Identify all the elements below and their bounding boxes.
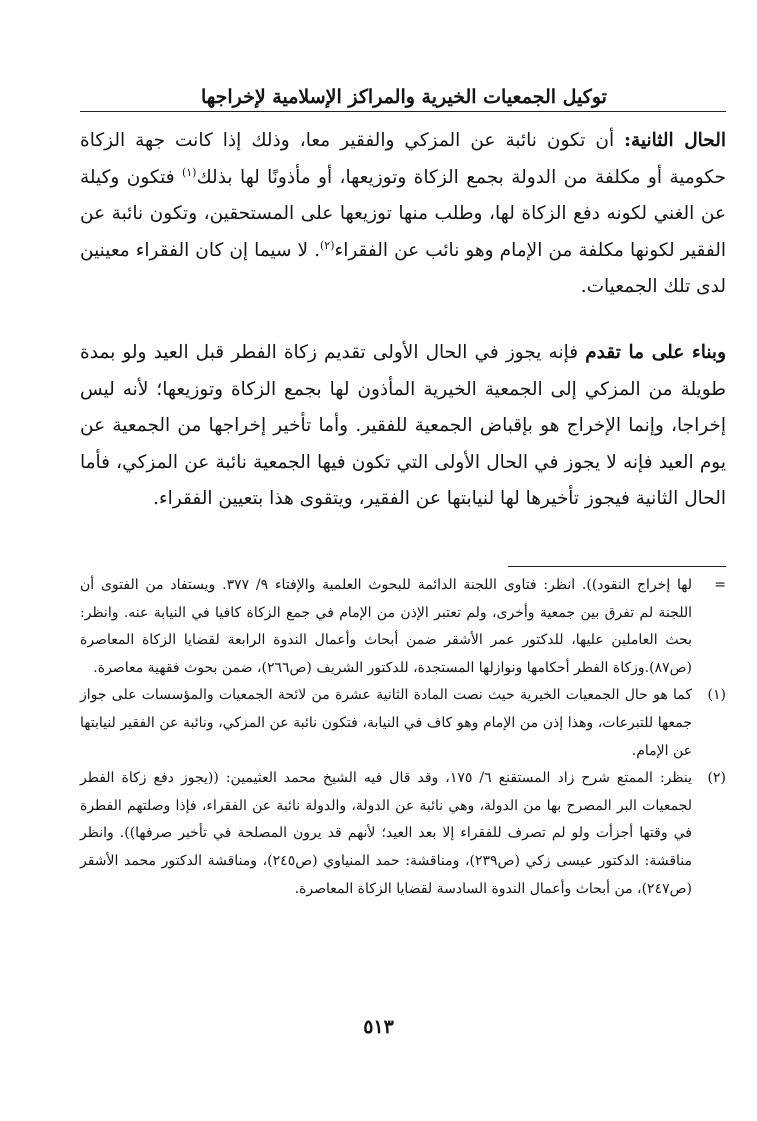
footnote-2	[80, 765, 726, 903]
footnote-separator	[508, 566, 726, 567]
footnote-continued	[80, 572, 726, 682]
paragraph-lead: وبناء على ما تقدم	[585, 342, 726, 363]
text-segment: . لا سيما إن كان الفقراء معينين لدى تلك الجمعيات.	[80, 239, 726, 297]
footnote-ref-2[interactable]: (٢)	[320, 238, 335, 252]
footnote-text: لها إخراج النقود)). انظر: فتاوى اللجنة الدائمة للبحوث العلمية والإفتاء ٩/ ٣٧٧. ويستفاد من الفتوى أن اللجنة لم تفرق بين جمعية وأخرى، ولم تعتبر الإذن من الإمام في جمع الزكاة كافيا في النيابة عنه. وانظر: بحث العاملين عليها، للدكتور عمر الأشقر ضمن أبحاث وأعمال الندوة الرابعة لقضايا الزكاة المعاصرة (ص٨٧).وزكاة الفطر أحكامها ونوازلها المستجدة، للدكتور الشريف (ص٢٦٦)، ضمن بحوث فقهية معاصرة.	[80, 577, 692, 676]
paragraph-text	[80, 335, 726, 518]
footnote-ref-1[interactable]: (١)	[181, 165, 197, 179]
footnote-mark: =	[714, 577, 726, 593]
paragraph-lead: الحال الثانية:	[624, 130, 726, 151]
footnote-mark: (٢)	[707, 770, 726, 787]
header-rule	[80, 111, 726, 112]
footnote-1	[80, 682, 726, 765]
paragraph-second-case	[80, 123, 726, 306]
paragraph-text	[80, 123, 726, 306]
paragraph-conclusion	[80, 335, 726, 518]
footnote-text: ينظر: الممتع شرح زاد المستقنع ٦/ ١٧٥، وقد قال فيه الشيخ محمد العثيمين: ((يجوز دفع زكاة الفطر لجمعيات البر المصرح بها من الدولة، وهي نائبة عن الدولة، والدولة نائبة عن الفقراء، فإذا وصلتهم الفطرة في وقتها أجزأت ولو لم تصرف للفقراء إلا بعد العيد؛ لأنهم قد يرون المصلحة في تأخير صرفها)). وانظر مناقشة: الدكتور عيسى زكي (ص٢٣٩)، ومناقشة: حمد المنياوي (ص٢٤٥)، ومناقشة الدكتور محمد الأشقر (ص٢٤٧)، من أبحاث وأعمال الندوة السادسة لقضايا الزكاة المعاصرة.	[80, 770, 692, 897]
text-segment: أن تكون نائبة عن المزكي والفقير معا، وذلك إذا كانت جهة الزكاة حكومية أو مكلفة من الدولة بجمع الزكاة وتوزيعها، أو مأذونًا لها بذلك	[80, 130, 726, 188]
footnotes	[80, 572, 726, 903]
text-segment: فإنه يجوز في الحال الأولى تقديم زكاة الفطر قبل العيد ولو بمدة طويلة من المزكي إلى الجمعية الخيرية المأذون لها بجمع الزكاة وتوزيعها؛ لأنه ليس إخراجا، وإنما الإخراج هو بإقباض الجمعية للفقير. وأما تأخير إخراجها من الجمعية عن يوم العيد فإنه لا يجوز في الحال الأولى التي تكون فيها الجمعية نائبة عن المزكي، فأما الحال الثانية فيجوز تأخيرها لها لنيابتها عن الفقير، ويتقوى هذا بتعيين الفقراء.	[80, 342, 726, 509]
running-header: توكيل الجمعيات الخيرية والمراكز الإسلامية لإخراجها	[201, 86, 607, 108]
text-segment: فتكون وكيلة عن الغني لكونه دفع الزكاة لها، وطلب منها توزيعها على المستحقين، وتكون نائبة عن الفقير لكونها مكلفة من الإمام وهو نائب عن الفقراء	[80, 166, 726, 261]
footnote-mark: (١)	[707, 687, 726, 704]
footnote-text: كما هو حال الجمعيات الخيرية حيث نصت المادة الثانية عشرة من لائحة الجمعيات والمؤسسات على جواز جمعها للتبرعات، وهذا إذن من الإمام وهو كاف في النيابة، فتكون نائبة عن المزكي، ونائبة عن الفقير لنيابتها عن الإمام.	[80, 687, 692, 759]
page-number: ٥١٣	[363, 1016, 394, 1038]
